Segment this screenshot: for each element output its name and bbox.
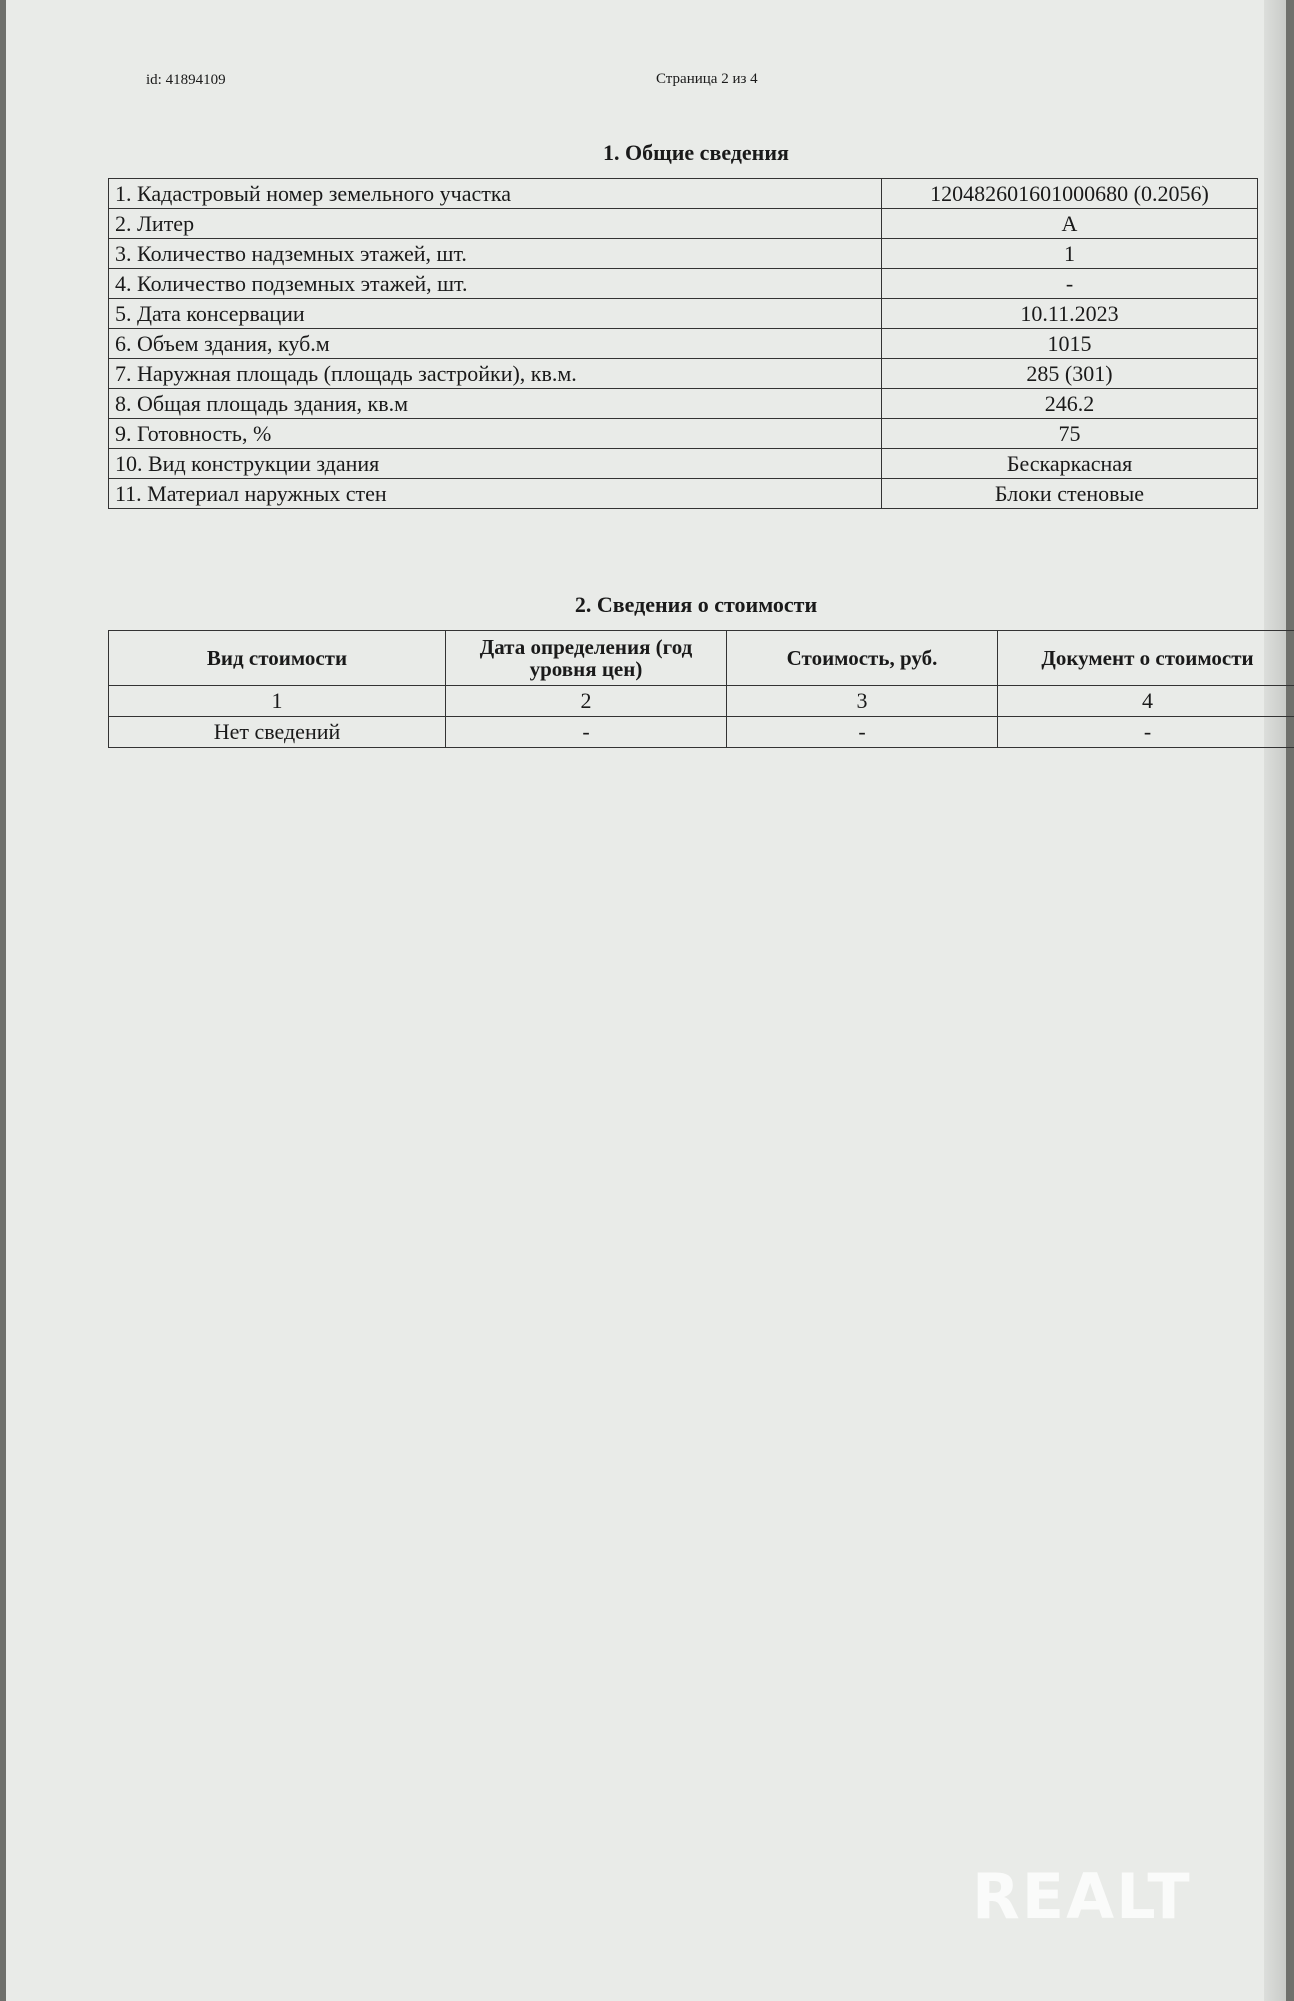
row-label: 2. Литер: [109, 209, 882, 239]
document-id: id: 41894109: [146, 72, 226, 88]
column-header: Документ о стоимости: [998, 631, 1294, 686]
section2-title: 2. Сведения о стоимости: [574, 592, 818, 617]
table-row: [109, 269, 1258, 299]
row-label: 5. Дата консервации: [109, 299, 882, 329]
table-row: [109, 179, 1258, 209]
row-value: 285 (301): [882, 359, 1258, 389]
column-header: Дата определения (год уровня цен): [446, 631, 727, 686]
row-value: Бескаркасная: [882, 449, 1258, 479]
row-label: 9. Готовность, %: [109, 419, 882, 449]
table-row: [109, 479, 1258, 509]
table-row: [109, 449, 1258, 479]
column-number: 1: [109, 686, 446, 717]
table-cell: -: [998, 717, 1294, 748]
column-number-row: [109, 686, 1294, 717]
row-label: 10. Вид конструкции здания: [109, 449, 882, 479]
table-header-row: [109, 631, 1294, 686]
table-row: [109, 359, 1258, 389]
table-cell: -: [446, 717, 727, 748]
table-row: [109, 209, 1258, 239]
row-value: 120482601601000680 (0.2056): [882, 179, 1258, 209]
document-page: [6, 0, 1286, 2001]
column-number: 4: [998, 686, 1294, 717]
table-row: [109, 329, 1258, 359]
row-label: 3. Количество надземных этажей, шт.: [109, 239, 882, 269]
row-label: 1. Кадастровый номер земельного участка: [109, 179, 882, 209]
section1-title: 1. Общие сведения: [603, 140, 789, 165]
row-label: 7. Наружная площадь (площадь застройки), кв.м.: [109, 359, 882, 389]
page-counter: Страница 2 из 4: [656, 71, 758, 87]
row-value: 246.2: [882, 389, 1258, 419]
row-value: 10.11.2023: [882, 299, 1258, 329]
row-label: 4. Количество подземных этажей, шт.: [109, 269, 882, 299]
row-value: 75: [882, 419, 1258, 449]
table-cell: -: [727, 717, 998, 748]
page-edge: [1264, 0, 1286, 2001]
column-header: Вид стоимости: [109, 631, 446, 686]
column-header: Стоимость, руб.: [727, 631, 998, 686]
general-info-table: [108, 178, 1258, 509]
table-row: [109, 239, 1258, 269]
table-row: [109, 717, 1294, 748]
row-label: 11. Материал наружных стен: [109, 479, 882, 509]
row-value: 1015: [882, 329, 1258, 359]
table-cell: Нет сведений: [109, 717, 446, 748]
column-number: 3: [727, 686, 998, 717]
realt-watermark: REALT: [972, 1860, 1192, 1933]
column-number: 2: [446, 686, 727, 717]
row-value: 1: [882, 239, 1258, 269]
row-label: 8. Общая площадь здания, кв.м: [109, 389, 882, 419]
row-label: 6. Объем здания, куб.м: [109, 329, 882, 359]
table-row: [109, 299, 1258, 329]
cost-info-table: [108, 630, 1294, 748]
table-row: [109, 419, 1258, 449]
table-row: [109, 389, 1258, 419]
row-value: -: [882, 269, 1258, 299]
row-value: А: [882, 209, 1258, 239]
row-value: Блоки стеновые: [882, 479, 1258, 509]
